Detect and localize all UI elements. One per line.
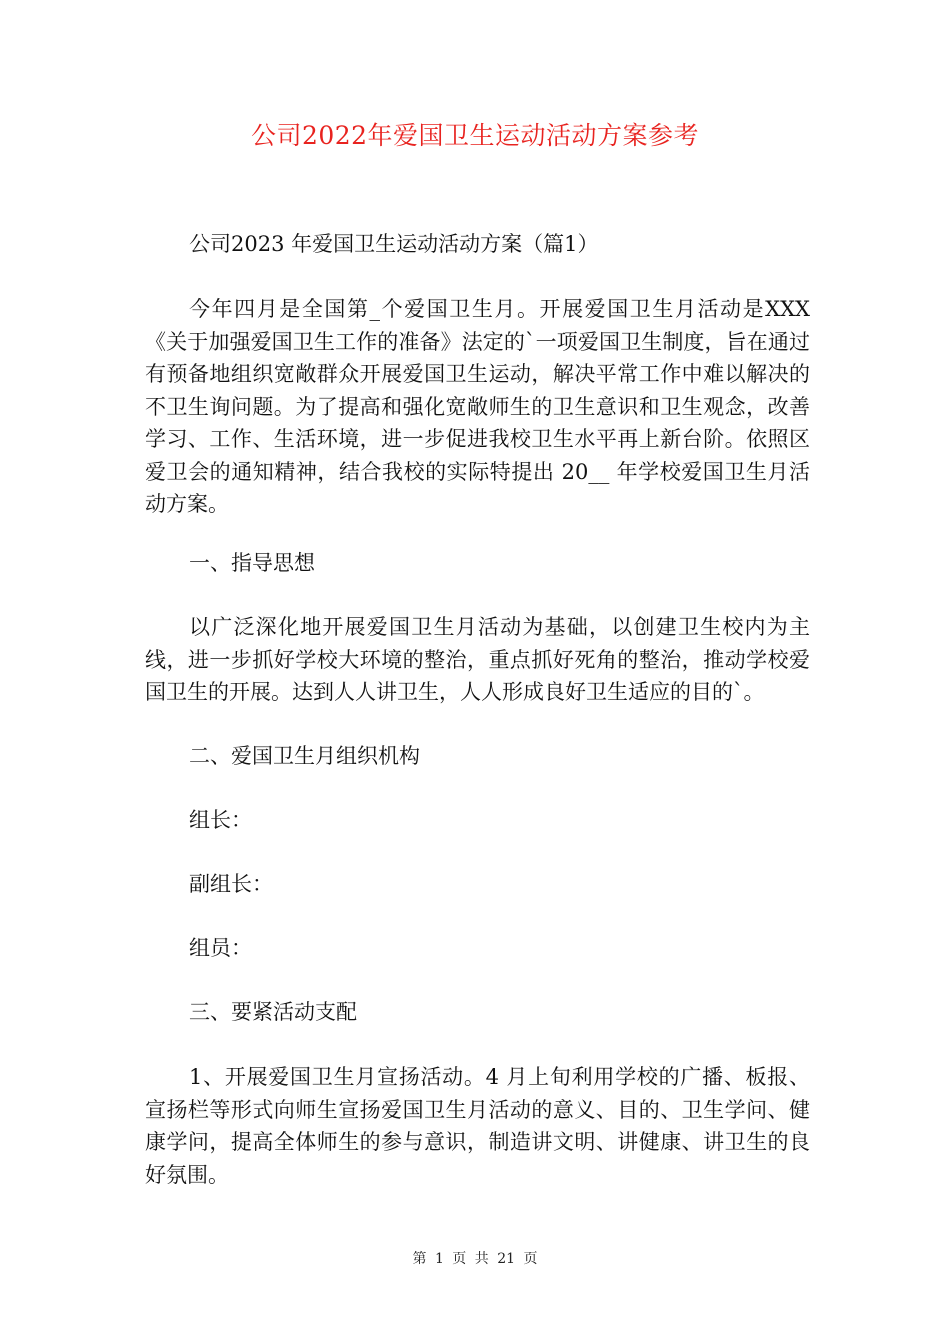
deputy-leader-label: 副组长： — [189, 872, 273, 896]
activity-item-1-paragraph: 1、开展爱国卫生月宣扬活动。4 月上旬利用学校的广播、板报、宣扬栏等形式向师生宣扬爱国卫生月活动的意义、目的、卫生学问、健康学问，提高全体师生的参与意识，制造讲文明、讲健康、讲卫生的良好氛围。 — [145, 1065, 810, 1187]
intro-paragraph: 今年四月是全国第_个爱国卫生月。开展爱国卫生月活动是XXX《关于加强爱国卫生工作的准备》法定的`一项爱国卫生制度，旨在通过有预备地组织宽敞群众开展爱国卫生运动，解决平常工作中难以解决的不卫生询问题。为了提高和强化宽敞师生的卫生意识和卫生观念，改善学习、工作、生活环境，进一步促进我校卫生水平再上新台阶。依照区爱卫会的通知精神，结合我校的实际特提出 20__ 年学校爱国卫生月活动方案。 — [145, 297, 810, 516]
section-heading-guiding-ideology: 一、指导思想 — [189, 551, 315, 575]
section-heading-activities: 三、要紧活动支配 — [189, 1000, 357, 1024]
subtitle-paragraph: 公司2023 年爱国卫生运动活动方案（篇1） — [189, 232, 599, 256]
guiding-ideology-paragraph: 以广泛深化地开展爱国卫生月活动为基础，以创建卫生校内为主线，进一步抓好学校大环境的整治，重点抓好死角的整治，推动学校爱国卫生的开展。达到人人讲卫生，人人形成良好卫生适应的目的`。 — [145, 615, 810, 704]
section-heading-organization: 二、爱国卫生月组织机构 — [189, 744, 420, 768]
leader-label: 组长： — [189, 808, 252, 832]
page-number-footer: 第 1 页 共 21 页 — [412, 1251, 538, 1267]
member-label: 组员： — [189, 936, 252, 960]
document-title: 公司2022年爱国卫生运动活动方案参考 — [250, 121, 700, 150]
